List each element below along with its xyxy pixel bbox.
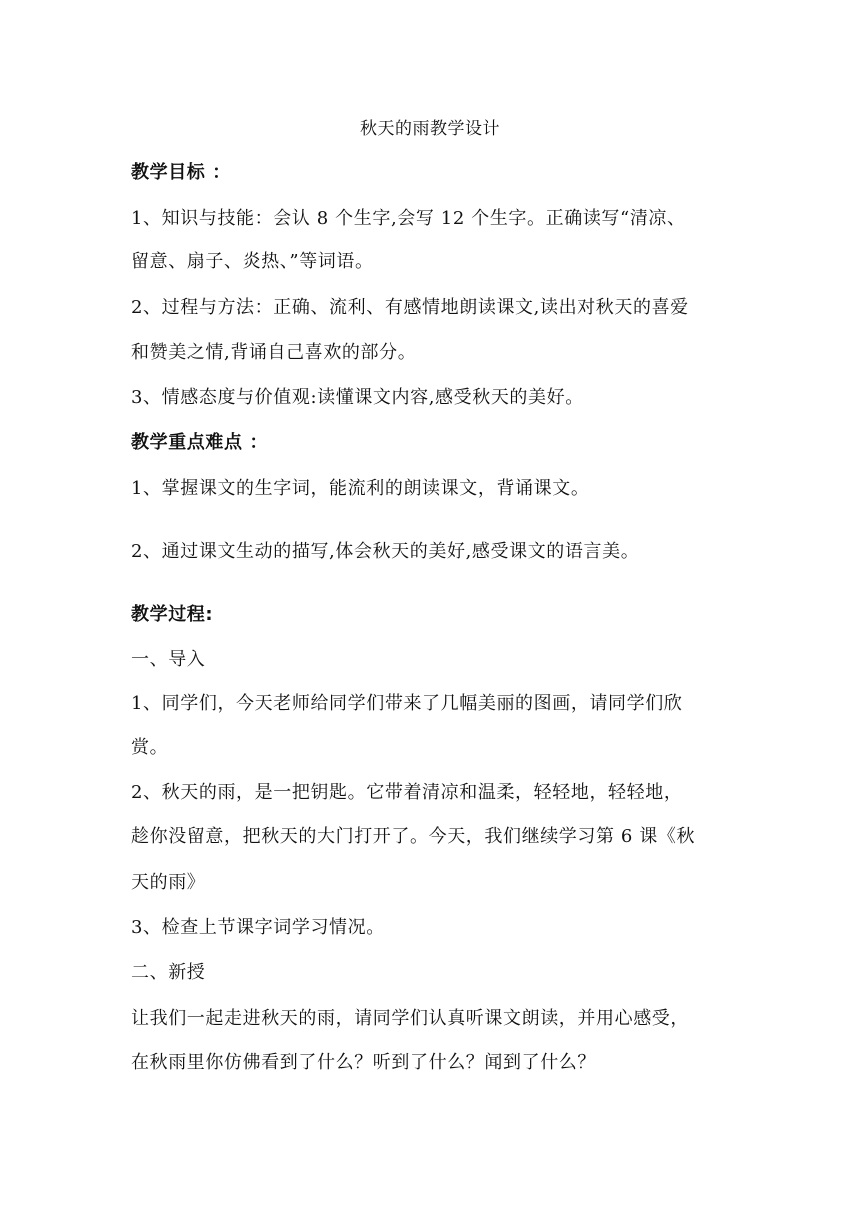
process-line: 赏。: [131, 737, 169, 758]
process-line: 1、同学们，今天老师给同学们带来了几幅美丽的图画，请同学们欣: [131, 693, 683, 714]
objective-line: 1、知识与技能：会认 8 个生字,会写 12 个生字。正确读写“清凉、: [131, 208, 686, 229]
process-line: 让我们一起走进秋天的雨，请同学们认真听课文朗读，并用心感受，: [131, 1008, 689, 1029]
objective-line: 和赞美之情,背诵自己喜欢的部分。: [131, 342, 417, 363]
key-point-line: 1、掌握课文的生字词，能流利的朗读课文，背诵课文。: [131, 478, 590, 499]
objective-line: 3、情感态度与价值观:读懂课文内容,感受秋天的美好。: [131, 387, 584, 408]
process-line: 3、检查上节课字词学习情况。: [131, 917, 385, 938]
objective-line: 留意、扇子、炎热、”等词语。: [131, 251, 374, 272]
key-point-line: 2、通过课文生动的描写,体会秋天的美好,感受课文的语言美。: [131, 541, 640, 562]
process-line: 天的雨》: [131, 872, 206, 893]
process-line: 一、导入: [131, 649, 206, 670]
process-line: 在秋雨里你仿佛看到了什么？听到了什么？闻到了什么？: [131, 1052, 596, 1073]
objectives-heading: 教学目标 ：: [131, 162, 231, 183]
objective-line: 2、过程与方法：正确、流利、有感情地朗读课文,读出对秋天的喜爱: [131, 297, 689, 318]
process-line: 趁你没留意，把秋天的大门打开了。今天，我们继续学习第 6 课《秋: [131, 826, 696, 847]
document-title: 秋天的雨教学设计: [360, 119, 500, 139]
process-heading: 教学过程:: [131, 604, 214, 625]
process-line: 二、新授: [131, 962, 206, 983]
process-line: 2、秋天的雨，是一把钥匙。它带着清凉和温柔，轻轻地，轻轻地，: [131, 782, 683, 803]
key-points-heading: 教学重点难点 ：: [131, 432, 269, 453]
